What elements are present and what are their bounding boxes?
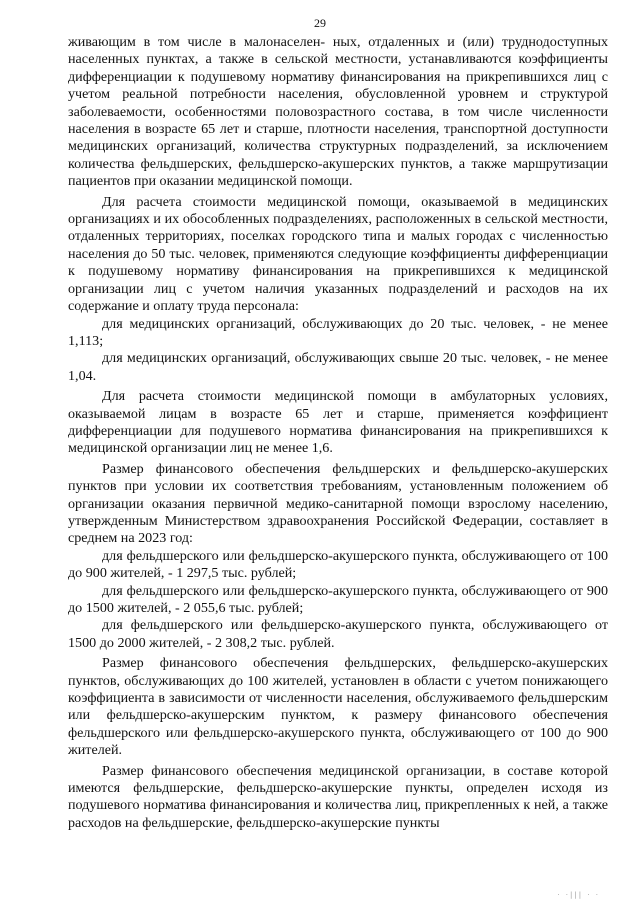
document-body: [68, 34, 608, 832]
list-item-up-to-20k: для медицинских организаций, обслуживающих до 20 тыс. человек, - не менее 1,113;: [68, 315, 608, 349]
paragraph-organization-financing: Размер финансового обеспечения медицинской организации, в составе которой имеются фельдшерские, фельдшерско-акушерские пункты, определен исходя из подушевого норматива финансирования и количества лиц, прикрепленных к ней, а также расходов на фельдшерские, фельдшерско-акушерские пункты: [68, 762, 608, 831]
paragraph-rural-coefficients: Для расчета стоимости медицинской помощи, оказываемой в медицинских организациях и их обособленных подразделениях, расположенных в сельской местности, отдаленных территориях, поселках городского типа и малых городах с численностью населения до 50 тыс. человек, применяются следующие коэффициенты дифференциации к подушевому нормативу финансирования на прикрепившихся к медицинской организации лиц с учетом наличия указанных подразделений и расходов на их содержание и оплату труда персонала:: [68, 193, 608, 315]
list-item-fap-900-1500: для фельдшерского или фельдшерско-акушерского пункта, обслуживающего от 900 до 1500 жителей, - 2 055,6 тыс. рублей;: [68, 582, 608, 616]
scan-artifact: · ·||| · ·: [557, 891, 600, 899]
list-item-over-20k: для медицинских организаций, обслуживающих свыше 20 тыс. человек, - не менее 1,04.: [68, 350, 608, 384]
paragraph-fap-under-100: Размер финансового обеспечения фельдшерских, фельдшерско-акушерских пунктов, обслуживающих до 100 жителей, установлен в области с учетом понижающего коэффициента в зависимости от численности населения, обслуживаемого фельдшерским или фельдшерско-акушерским пунктом, к размеру финансового обеспечения фельдшерского или фельдшерско-акушерского пункта, обслуживающего от 100 до 900 жителей.: [68, 655, 608, 759]
page-number: 29: [314, 16, 326, 30]
paragraph-fap-financing: Размер финансового обеспечения фельдшерских и фельдшерско-акушерских пунктов при условии их соответствия требованиям, установленным положением об организации оказания первичной медико-санитарной помощи взрослому населению, утвержденным Министерством здравоохранения Российской Федерации, составляет в среднем на 2023 год:: [68, 460, 608, 547]
paragraph-continuation: живающим в том числе в малонаселен- ных, отдаленных и (или) труднодоступных населенных пунктах, а также в сельской местности, устанавливаются коэффициенты дифференциации к подушевому нормативу финансирования на прикрепившихся лиц с учетом реальной потребности населения, обусловленной уровнем и структурой заболеваемости, особенностями половозрастного состава, в том числе численности населения в возрасте 65 лет и старше, плотности населения, транспортной доступности медицинских организаций, количества структурных подразделений, за исключением количества фельдшерских, фельдшерско-акушерских пунктов, а также маршрутизации пациентов при оказании медицинской помощи.: [68, 34, 608, 190]
paragraph-65-plus-coefficient: Для расчета стоимости медицинской помощи в амбулаторных условиях, оказываемой лицам в возрасте 65 лет и старше, применяется коэффициент дифференциации для подушевого норматива финансирования на прикрепившихся к медицинской организации лиц не менее 1,6.: [68, 388, 608, 457]
list-item-fap-100-900: для фельдшерского или фельдшерско-акушерского пункта, обслуживающего от 100 до 900 жителей, - 1 297,5 тыс. рублей;: [68, 547, 608, 582]
list-item-fap-1500-2000: для фельдшерского или фельдшерско-акушерского пункта, обслуживающего от 1500 до 2000 жителей, - 2 308,2 тыс. рублей.: [68, 617, 608, 651]
